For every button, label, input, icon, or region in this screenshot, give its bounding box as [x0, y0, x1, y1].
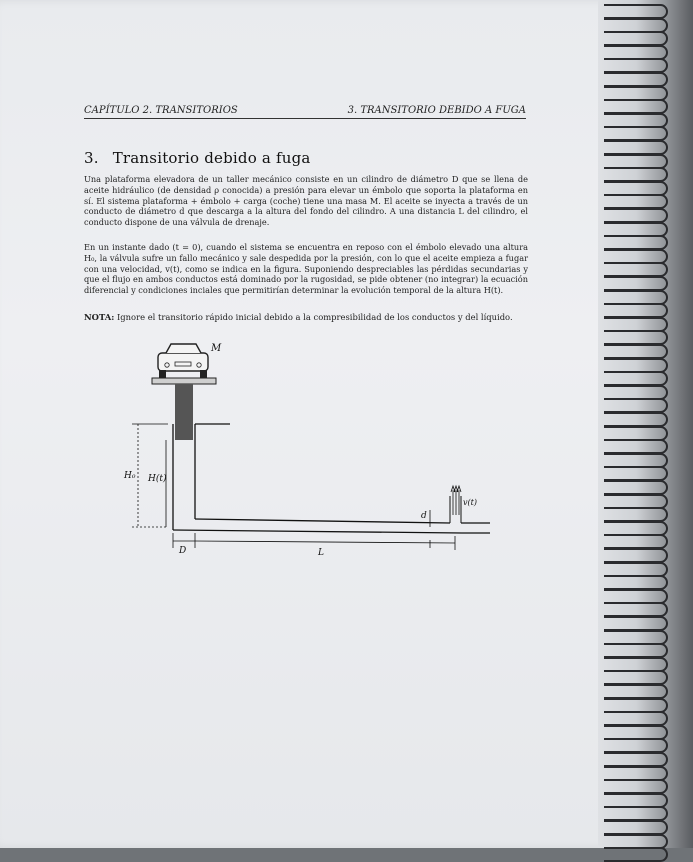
d-label: d	[421, 511, 427, 521]
spiral-binding	[598, 0, 693, 848]
binding-coil	[604, 167, 668, 182]
binding-coil	[604, 507, 668, 522]
binding-coil	[604, 344, 668, 359]
binding-coil	[604, 548, 668, 563]
binding-coil	[604, 847, 668, 862]
mass-label: M	[211, 343, 222, 354]
binding-coil	[604, 439, 668, 454]
binding-coil	[604, 412, 668, 427]
platform	[152, 378, 216, 384]
binding-coil	[604, 752, 668, 767]
header-section: 3. TRANSITORIO DEBIDO A FUGA	[347, 105, 526, 116]
binding-coil	[604, 140, 668, 155]
binding-coil	[604, 4, 668, 19]
binding-coil	[604, 72, 668, 87]
binding-coil	[604, 779, 668, 794]
binding-coil	[604, 643, 668, 658]
car-icon	[158, 344, 208, 379]
header-chapter: CAPÍTULO 2. TRANSITORIOS	[84, 105, 238, 116]
velocity-label: v(t)	[463, 498, 477, 507]
binding-coil	[604, 303, 668, 318]
binding-coil	[604, 480, 668, 495]
jet-arrows	[451, 486, 461, 515]
binding-coil	[604, 276, 668, 291]
binding-coil	[604, 616, 668, 631]
piston	[175, 384, 193, 440]
binding-coil	[604, 371, 668, 386]
note-label: NOTA:	[84, 312, 115, 322]
binding-coil	[604, 31, 668, 46]
section-title: Transitorio debido a fuga	[112, 149, 311, 167]
ht-label: H(t)	[148, 474, 167, 484]
length-label: L	[318, 548, 324, 558]
binding-coil	[604, 208, 668, 223]
note-text: Ignore el transitorio rápido inicial debido a la compresibilidad de los conductos y del líquido.	[114, 312, 513, 322]
paragraph-1: Una plataforma elevadora de un taller mecánico consiste en un cilindro de diámetro D que se llena de aceite hidráulico (de densidad ρ conocida) a presión para elevar un émbolo que soporta la plataforma en sí. El sistema plataforma + émbolo + carga (coche) tiene una masa M. El aceite se inyecta a través de un conducto de diámetro d que descarga a la altura del fondo del cilindro. A una distancia L del cilindro, el conducto dispone de una válvula de drenaje.	[84, 174, 528, 228]
paragraph-2: En un instante dado (t = 0), cuando el sistema se encuentra en reposo con el émbolo elevado una altura H₀, la válvula sufre un fallo mecánico y sale despedida por la presión, con lo que el aceite empieza a fugar con una velocidad, v(t), como se indica en la figura. Suponiendo despreciables las pérdidas secundarias y que el flujo en ambos conductos está dominado por la rugosidad, se pide obtener (no integrar) la ecuación diferencial y condiciones inciales que permitirían determinar la evolución temporal de la altura H(t).	[84, 242, 528, 296]
section-number: 3.	[84, 149, 99, 167]
binding-coil	[604, 684, 668, 699]
binding-coil	[604, 235, 668, 250]
h0-label: H₀	[124, 471, 136, 481]
diameter-label: D	[179, 546, 187, 556]
binding-coil	[604, 575, 668, 590]
binding-coil	[604, 820, 668, 835]
binding-coil	[604, 711, 668, 726]
binding-coil	[604, 99, 668, 114]
